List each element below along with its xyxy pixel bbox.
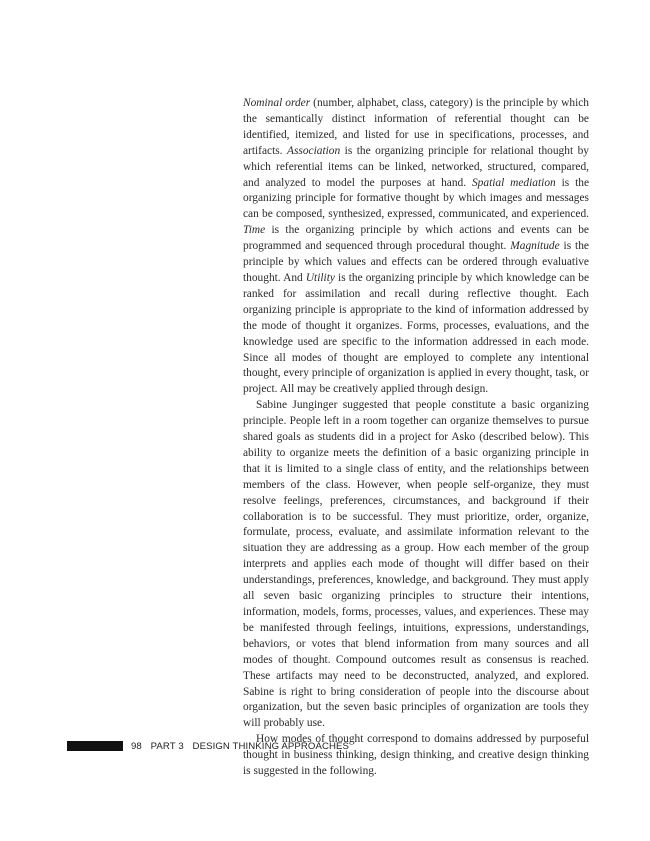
italic-term: Nominal order: [243, 97, 311, 109]
italic-term: Association: [287, 144, 341, 157]
section-title: DESIGN THINKING APPROACHES: [192, 740, 350, 752]
footer-text: [131, 741, 349, 752]
text-run: is the organizing principle for relational thought by which referential items can be linked, networked, structured, compared, and analyzed to model the purposes at hand.: [243, 144, 589, 189]
page-number: 98: [131, 740, 142, 752]
italic-term: Time: [243, 224, 266, 237]
text-run: Sabine Junginger suggested that people constitute a basic organizing principle. People left in a room together can organize themselves to pursue shared goals as students did in a project for Asko (described below). This ability to organize meets the definition of a basic organizing principle in that it is limited to a single class of entity, and the relationships between members of the class. However, when people self-organize, they must resolve feelings, preferences, circumstances, and background if their collaboration is to be successful. They must prioritize, order, organize, formulate, process, evaluate, and assimilate information relevant to the situation they are addressing as a group. How each member of the group interprets and applies each mode of thought will differ based on their understandings, preferences, knowledge, and background. They must apply all seven basic organizing principles to structure their intentions, information, models, forms, processes, values, and experiences. These may be manifested through feelings, intuitions, expressions, understandings, behaviors, or votes that blend information from many sources and all modes of thought. Compound outcomes result as consensus is reached. These artifacts may need to be deconstructed, analyzed, and explored. Sabine is right to bring consideration of people into the discourse about organization, but the seven basic principles of organization are tools they will probably use.: [243, 399, 589, 730]
body-text: [243, 96, 589, 780]
text-run: How modes of thought correspond to domains addressed by purposeful thought in business thinking, design thinking, and creative design thinking is suggested in the following.: [243, 733, 589, 778]
paragraph: [243, 732, 589, 780]
text-run: (number, alphabet, class, category) is the principle by which the semantically distinct information of referential thought can be identified, itemized, and listed for use in specifications, processes, and artifacts.: [243, 97, 589, 157]
text-run: is the organizing principle by which knowledge can be ranked for assimilation and recall during reflective thought. Each organizing principle is appropriate to the kind of information addressed by the mode of thought it organizes. Forms, processes, evaluations, and the knowledge used are specific to the information addressed in each mode. Since all modes of thought are employed to complete any intentional thought, every principle of organization is applied in every thought, task, or project. All may be creatively applied through design.: [243, 271, 589, 396]
text-run: is the principle by which values and effects can be ordered through evaluative thought. And: [243, 240, 589, 284]
italic-term: Utility: [305, 271, 335, 284]
paragraph: [243, 96, 589, 398]
page-footer: [67, 741, 349, 751]
text-run: is the organizing principle for formative thought by which images and messages can be composed, synthesized, expressed, communicated, and experienced.: [243, 176, 590, 221]
part-label: PART 3: [150, 740, 184, 752]
italic-term: Magnitude: [510, 240, 560, 253]
footer-bar: [67, 741, 123, 751]
text-run: is the organizing principle by which actions and events can be programmed and sequenced through procedural thought.: [243, 224, 589, 253]
paragraph: [243, 398, 589, 732]
italic-term: Spatial mediation: [471, 176, 556, 189]
